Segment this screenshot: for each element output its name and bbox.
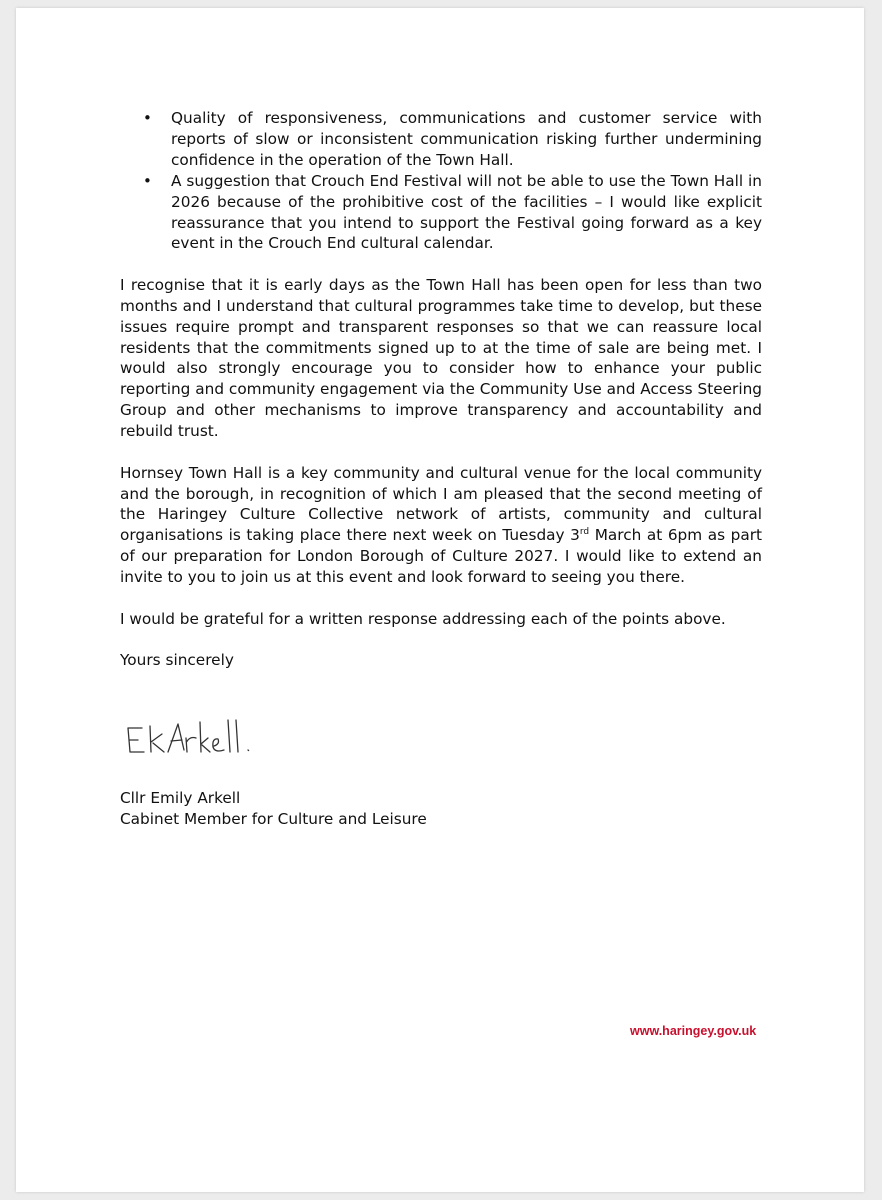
list-item: • A suggestion that Crouch End Festival will not be able to use the Town Hall in 2026 because of the prohibitive cost of the facilities – I would like explicit reassurance that you intend to support the Festival going forward as a key event in the Crouch End cultural calendar. xyxy=(143,171,762,253)
paragraph-responses: I recognise that it is early days as the Town Hall has been open for less than two months and I understand that cultural programmes take time to develop, but these issues require prompt and transparent responses so that we can reassure local residents that the commitments signed up to at the time of sale are being met. I would also strongly encourage you to consider how to enhance your public reporting and community engagement via the Community Use and Access Steering Group and other mechanisms to improve transparency and accountability and rebuild trust. xyxy=(120,275,762,441)
signatory-block xyxy=(120,788,427,830)
signatory-title: Cabinet Member for Culture and Leisure xyxy=(120,809,427,828)
letter-page xyxy=(16,8,864,1192)
handwritten-signature xyxy=(120,714,290,764)
signatory-name: Cllr Emily Arkell xyxy=(120,789,241,807)
footer-website-link[interactable]: www.haringey.gov.uk xyxy=(630,1024,757,1038)
bullet-icon: • xyxy=(143,109,152,127)
bullet-icon: • xyxy=(143,171,152,190)
letter-body xyxy=(120,108,762,671)
closing-salutation: Yours sincerely xyxy=(120,650,234,669)
paragraph-culture-collective: Hornsey Town Hall is a key community and cultural venue for the local community and the borough, in recognition of which I am pleased that the second meeting of the Haringey Culture Collective network of artists, community and cultural organisations is taking place there next week on Tuesday 3rd March at 6pm as part of our preparation for London Borough of Culture 2027. I would like to extend an invite to you to join us at this event and look forward to seeing you there. xyxy=(120,463,762,587)
paragraph-request-response: I would be grateful for a written response addressing each of the points above. xyxy=(120,609,726,628)
list-item: • Quality of responsiveness, communications and customer service with reports of slow or inconsistent communication risking further undermining confidence in the operation of the Town Hall. xyxy=(143,109,762,169)
concerns-list xyxy=(120,108,762,254)
